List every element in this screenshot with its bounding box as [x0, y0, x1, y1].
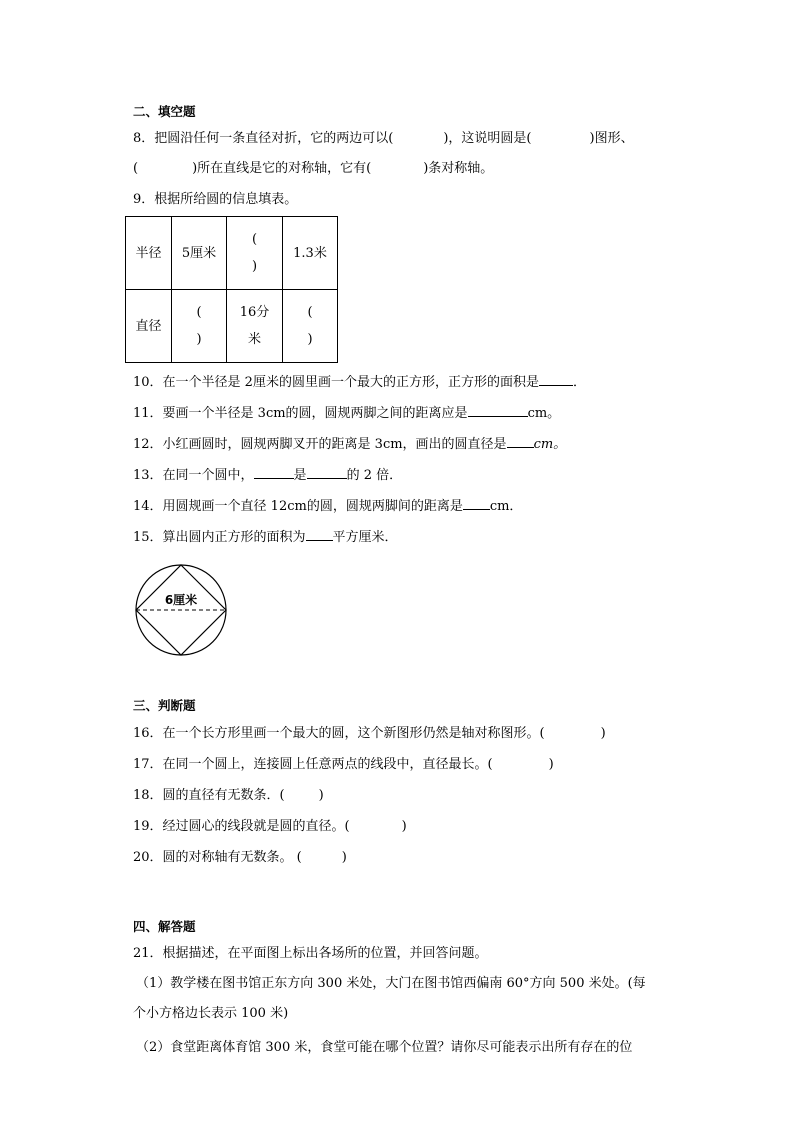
- q13-blank-1[interactable]: [254, 465, 294, 479]
- table-cell-diameter-1[interactable]: ( ): [172, 290, 227, 363]
- circle-square-figure: [133, 562, 229, 658]
- question-16: 16．在一个长方形里画一个最大的圆，这个新图形仍然是轴对称图形。( ): [133, 726, 606, 741]
- question-17: 17．在同一个圆上，连接圆上任意两点的线段中，直径最长。( ): [133, 757, 554, 772]
- q8-text-5: )所在直线是它的对称轴，它有(: [192, 161, 372, 176]
- question-21-part-2: （2）食堂距离体育馆 300 米，食堂可能在哪个位置？请你尽可能表示出所有存在的位: [136, 1040, 633, 1055]
- question-12: 12．小红画圆时，圆规两脚叉开的距离是 3cm，画出的圆直径是 cm。: [133, 434, 566, 454]
- q13-blank-2[interactable]: [307, 465, 347, 479]
- question-14: 14．用圆规画一个直径 12cm的圆，圆规两脚间的距离是 cm．: [133, 496, 522, 516]
- question-13: 13．在同一个圆中， 是 的 2 倍．: [133, 465, 402, 485]
- question-11: 11．要画一个半径是 3cm的圆，圆规两脚之间的距离应是 cm。: [133, 403, 560, 423]
- q12-blank[interactable]: [507, 434, 534, 448]
- question-10: 10．在一个半径是 2厘米的圆里画一个最大的正方形，正方形的面积是 ．: [133, 372, 586, 392]
- question-9: 9．根据所给圆的信息填表。: [133, 192, 298, 207]
- question-21-part-1-line-2: 个小方格边长表示 100 米): [133, 1006, 289, 1021]
- section-heading-fill-in: 二、填空题: [133, 104, 196, 119]
- table-cell-diameter-3[interactable]: ( ): [283, 290, 338, 363]
- question-20: 20．圆的对称轴有无数条。 ( ): [133, 850, 347, 865]
- diameter-label: 6厘米: [164, 593, 198, 607]
- question-15: 15．算出圆内正方形的面积为 平方厘米．: [133, 527, 398, 547]
- table-header-radius: 半径: [126, 217, 172, 290]
- table-cell-diameter-2: 16分 米: [227, 290, 283, 363]
- question-8-line-1: [133, 130, 634, 148]
- table-header-diameter: 直径: [126, 290, 172, 363]
- table-cell-radius-2[interactable]: ( ): [227, 217, 283, 290]
- q8-text-6: )条对称轴。: [423, 161, 494, 176]
- q8-text-4: (: [133, 161, 139, 176]
- q8-text-2: )，这说明圆是(: [443, 131, 532, 146]
- question-21-part-1-line-1: （1）教学楼在图书馆正东方向 300 米处，大门在图书馆西偏南 60°方向 500 米处。(每: [136, 976, 646, 991]
- table-cell-radius-1: 5厘米: [172, 217, 227, 290]
- table-row-radius: [126, 217, 338, 290]
- question-8-line-2: [133, 160, 493, 178]
- table-row-diameter: [126, 290, 338, 363]
- q14-blank[interactable]: [463, 496, 490, 510]
- q15-blank[interactable]: [306, 527, 333, 541]
- question-21: 21．根据描述，在平面图上标出各场所的位置，并回答问题。: [133, 946, 488, 961]
- table-cell-radius-3: 1.3米: [283, 217, 338, 290]
- q10-blank[interactable]: [539, 372, 573, 386]
- q11-blank[interactable]: [468, 403, 528, 417]
- section-heading-true-false: 三、判断题: [133, 698, 196, 713]
- question-19: 19．经过圆心的线段就是圆的直径。( ): [133, 819, 407, 834]
- section-heading-answer: 四、解答题: [133, 919, 196, 934]
- question-18: 18．圆的直径有无数条．( ): [133, 788, 324, 803]
- q8-text-1: 8．把圆沿任何一条直径对折，它的两边可以(: [133, 131, 394, 146]
- q8-text-3: )图形、: [589, 131, 634, 146]
- circle-info-table: [125, 216, 338, 363]
